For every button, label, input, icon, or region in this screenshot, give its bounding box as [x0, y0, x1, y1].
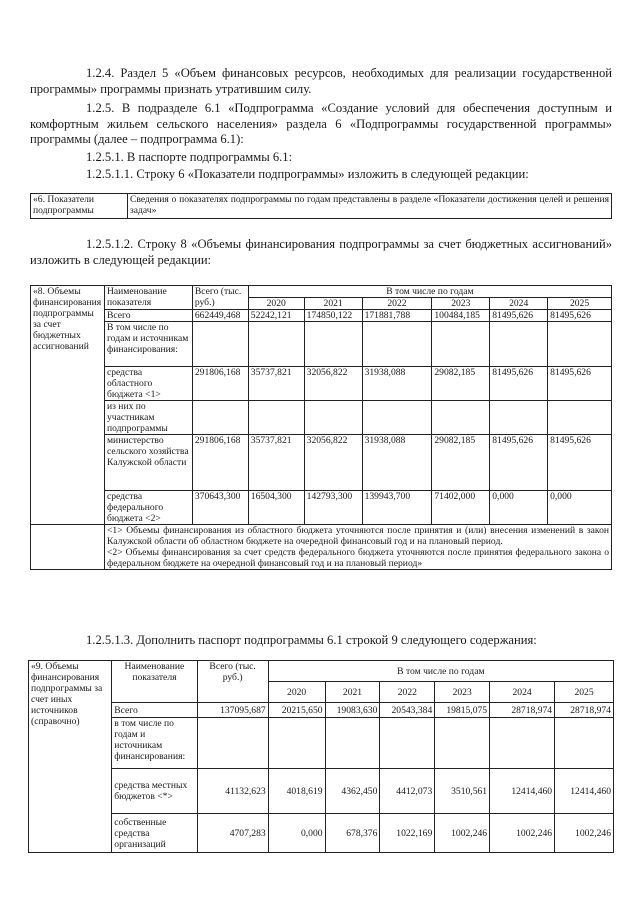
other-year: 2022: [380, 682, 435, 703]
budget-header-total: Всего (тыс. руб.): [192, 286, 248, 310]
budget-cell: 29082,185: [432, 435, 490, 491]
budget-cell: 171881,788: [362, 310, 432, 322]
other-row-name: Всего: [112, 703, 197, 718]
other-header-total: Всего (тыс. руб.): [197, 661, 268, 703]
budget-row-name: Всего: [104, 310, 192, 322]
budget-note-2: <2> Объемы финансирования за счет средств федерального бюджета уточняются после принятия федерального закона о федеральном бюджете на очередной финансовый год и на плановый период»: [106, 547, 609, 569]
budget-cell: 0,000: [490, 491, 548, 525]
budget-year: 2023: [432, 298, 490, 310]
other-cell: 1002,246: [435, 814, 490, 853]
budget-year: 2022: [362, 298, 432, 310]
budget-cell: 81495,626: [490, 367, 548, 401]
other-year: 2023: [435, 682, 490, 703]
budget-note-1: <1> Объемы финансирования из областного бюджета уточняются после принятия и (или) внесения изменений в закон Калужской области об областном бюджете на очередной финансовый год и на плановый период.: [106, 525, 609, 547]
other-cell: 3510,561: [435, 769, 490, 814]
paragraph-1-2-5-1-1: 1.2.5.1.1. Строку 6 «Показатели подпрограммы» изложить в следующей редакции:: [86, 167, 529, 181]
budget-cell: 52242,121: [248, 310, 304, 322]
budget-cell: 31938,088: [362, 367, 432, 401]
other-year: 2020: [268, 682, 325, 703]
other-cell: 4018,619: [268, 769, 325, 814]
other-row-name: в том числе по годам и источникам финансирования:: [112, 718, 197, 769]
other-row-label: «9. Объемы финансирования подпрограммы за счет иных источников (справочно): [29, 661, 112, 853]
indicators-text: Сведения о показателях подпрограммы по годам представлены в разделе «Показатели достижения целей и решения задач»: [128, 194, 612, 219]
other-cell: 28718,974: [555, 703, 614, 718]
paragraph-1-2-5-1-2: 1.2.5.1.2. Строку 8 «Объемы финансирования подпрограммы за счет бюджетных ассигнований» изложить в следующей редакции:: [30, 237, 612, 267]
paragraph-1-2-5: 1.2.5. В подразделе 6.1 «Подпрограмма «Создание условий для обеспечения доступным и комфортным жильем сельского населения» раздела 6 «Подпрограммы государственной программы» программы (далее – подпрограмма 6.1):: [30, 101, 612, 146]
budget-cell: 291806,168: [192, 367, 248, 401]
other-cell: 20215,650: [268, 703, 325, 718]
budget-cell: 31938,088: [362, 435, 432, 491]
other-header-name: Наименование показателя: [112, 661, 197, 703]
budget-footnote: [104, 525, 611, 570]
other-cell: 4412,073: [380, 769, 435, 814]
budget-cell: 81495,626: [490, 435, 548, 491]
paragraph-1-2-5-1-3: 1.2.5.1.3. Дополнить паспорт подпрограммы 6.1 строкой 9 следующего содержания:: [86, 633, 537, 647]
other-cell: 12414,460: [490, 769, 555, 814]
other-cell: 0,000: [268, 814, 325, 853]
budget-row-name: из них по участникам подпрограммы: [104, 401, 192, 435]
paragraph-1-2-4: 1.2.4. Раздел 5 «Объем финансовых ресурсов, необходимых для реализации государственной программы» программы признать утратившим силу.: [30, 66, 612, 96]
budget-cell: 81495,626: [548, 435, 612, 491]
budget-cell: 29082,185: [432, 367, 490, 401]
paragraph-1-2-5-1: 1.2.5.1. В паспорте подпрограммы 6.1:: [86, 150, 293, 164]
other-cell: 41132,623: [197, 769, 268, 814]
other-cell: 20543,384: [380, 703, 435, 718]
budget-row-name: В том числе по годам и источникам финансирования:: [104, 322, 192, 367]
budget-cell: 100484,185: [432, 310, 490, 322]
budget-cell: 291806,168: [192, 435, 248, 491]
other-row-name: собственные средства организаций: [112, 814, 197, 853]
other-cell: 1002,246: [555, 814, 614, 853]
other-cell: 1022,169: [380, 814, 435, 853]
budget-row-name: средства областного бюджета <1>: [104, 367, 192, 401]
budget-cell: 81495,626: [490, 310, 548, 322]
budget-year: 2024: [490, 298, 548, 310]
budget-cell: 71402,000: [432, 491, 490, 525]
budget-cell: 174850,122: [304, 310, 362, 322]
other-cell: 137095,687: [197, 703, 268, 718]
other-sources-table: [28, 660, 614, 853]
other-cell: 1002,246: [490, 814, 555, 853]
budget-cell: 32056,822: [304, 435, 362, 491]
indicators-table: [30, 193, 612, 219]
budget-header-name: Наименование показателя: [104, 286, 192, 310]
other-year: 2025: [555, 682, 614, 703]
budget-header-years: В том числе по годам: [248, 286, 611, 298]
other-cell: 12414,460: [555, 769, 614, 814]
other-cell: 28718,974: [490, 703, 555, 718]
indicators-label: «6. Показатели подпрограммы: [31, 194, 128, 219]
other-cell: 4707,283: [197, 814, 268, 853]
other-year: 2024: [490, 682, 555, 703]
other-cell: 678,376: [325, 814, 380, 853]
budget-financing-table: [30, 285, 612, 570]
other-cell: 19815,075: [435, 703, 490, 718]
budget-cell: 81495,626: [548, 310, 612, 322]
budget-cell: 81495,626: [548, 367, 612, 401]
budget-year: 2020: [248, 298, 304, 310]
budget-cell: 370643,300: [192, 491, 248, 525]
other-cell: 4362,450: [325, 769, 380, 814]
budget-row-name: средства федерального бюджета <2>: [104, 491, 192, 525]
budget-cell: 35737,821: [248, 435, 304, 491]
budget-cell: 662449,468: [192, 310, 248, 322]
budget-cell: 32056,822: [304, 367, 362, 401]
other-cell: 19083,630: [325, 703, 380, 718]
budget-cell: 0,000: [548, 491, 612, 525]
budget-year: 2021: [304, 298, 362, 310]
other-year: 2021: [325, 682, 380, 703]
budget-row-name: министерство сельского хозяйства Калужской области: [104, 435, 192, 491]
budget-cell: 139943,700: [362, 491, 432, 525]
budget-row-label: «8. Объемы финансирования подпрограммы за счет бюджетных ассигнований: [31, 286, 105, 525]
budget-year: 2025: [548, 298, 612, 310]
budget-cell: 16504,300: [248, 491, 304, 525]
budget-cell: 35737,821: [248, 367, 304, 401]
other-row-name: средства местных бюджетов <*>: [112, 769, 197, 814]
budget-cell: 142793,300: [304, 491, 362, 525]
other-header-years: В том числе по годам: [268, 661, 613, 682]
